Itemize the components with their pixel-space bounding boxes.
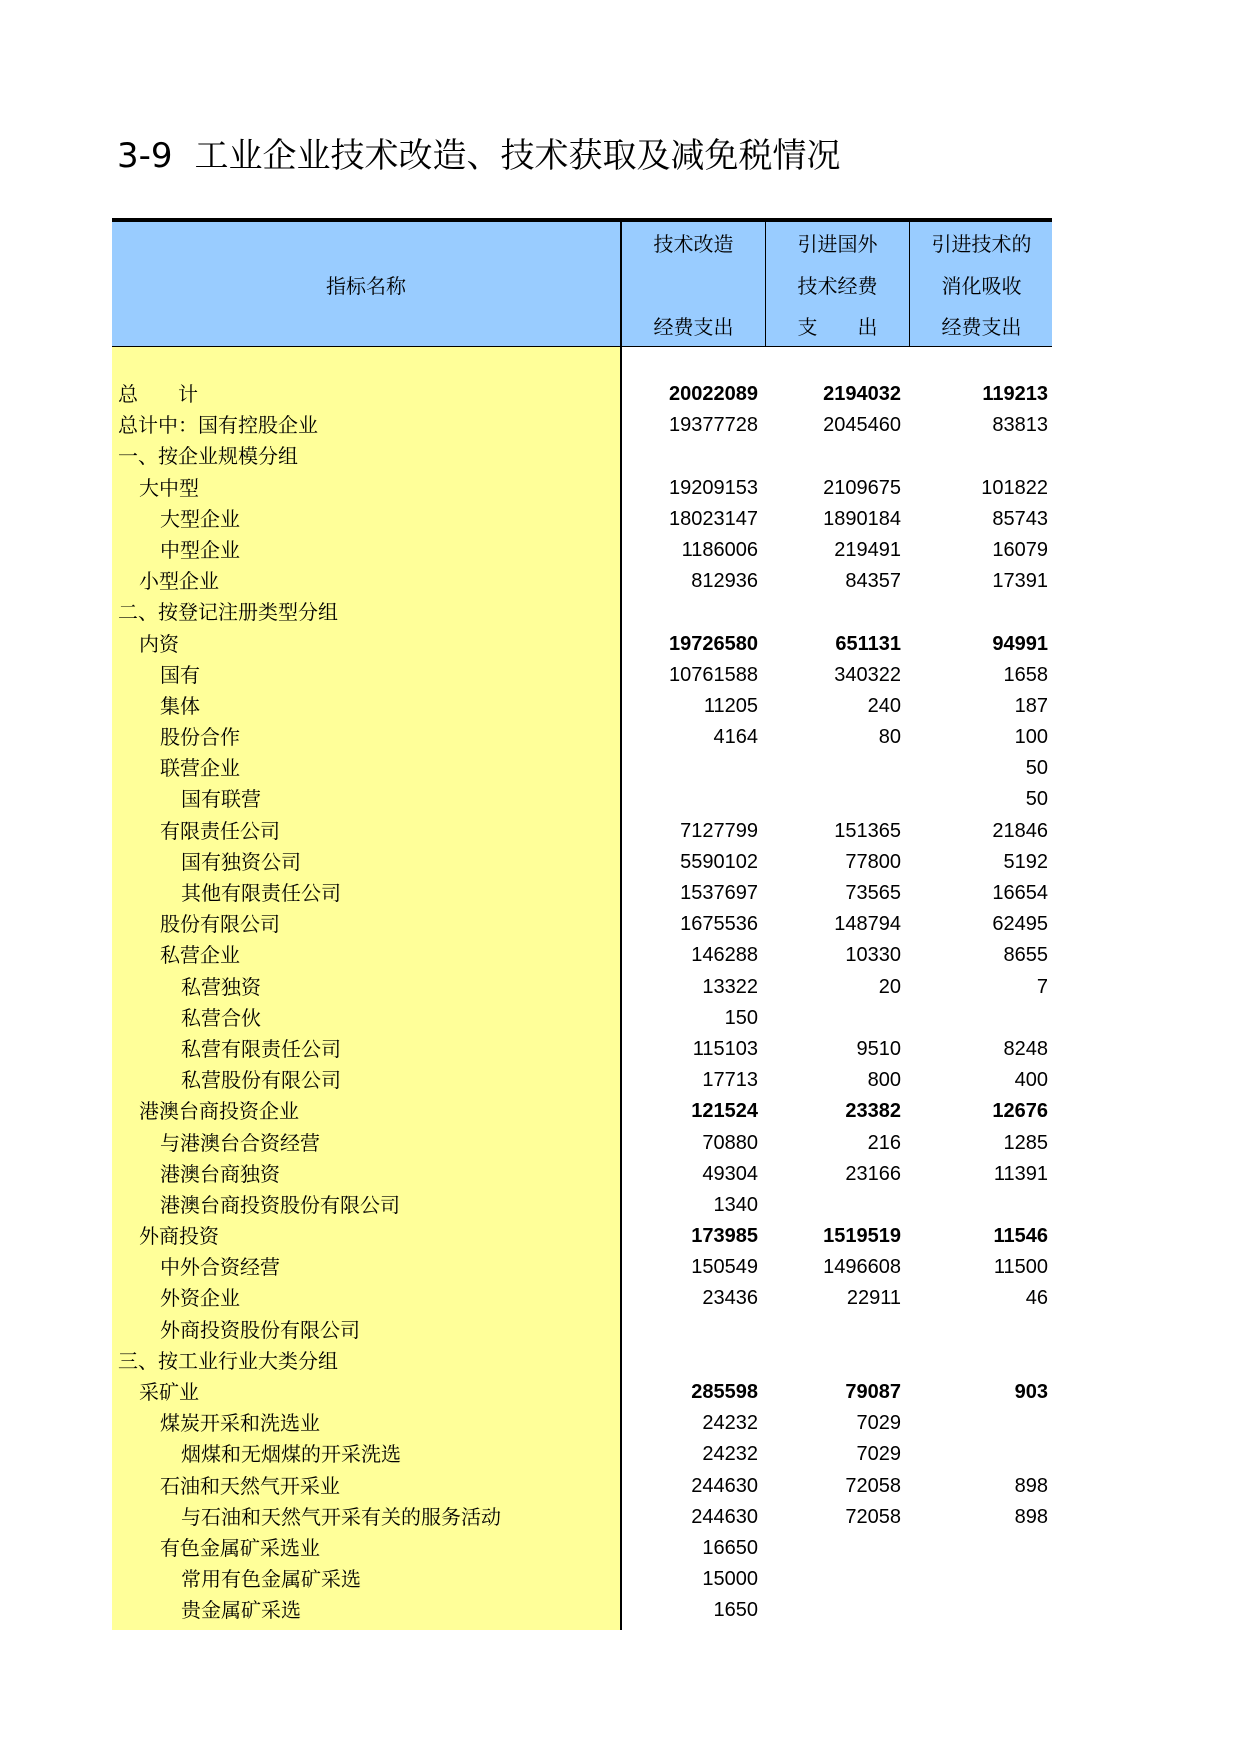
row-value-1: 812936 xyxy=(691,570,758,593)
table-row xyxy=(112,1221,1052,1252)
row-name: 常用有色金属矿采选 xyxy=(181,1567,361,1592)
row-value-1: 20022089 xyxy=(669,383,758,405)
row-name: 三、按工业行业大类分组 xyxy=(118,1348,338,1373)
table-row xyxy=(112,878,1052,909)
row-value-2: 1519519 xyxy=(823,1225,901,1248)
table-row xyxy=(112,1533,1052,1564)
table-row xyxy=(112,784,1052,815)
row-value-1: 5590102 xyxy=(680,850,758,873)
table-number: 3-9 xyxy=(117,136,173,176)
row-value-1: 24232 xyxy=(702,1443,758,1466)
row-value-2: 219491 xyxy=(834,538,901,561)
row-name: 大型企业 xyxy=(160,506,240,531)
row-value-3: 12676 xyxy=(992,1100,1048,1123)
row-value-2: 20 xyxy=(878,975,901,998)
row-value-2: 22911 xyxy=(846,1287,901,1310)
header-foreign-tech-import: 引进国外 技术经费 支 出 xyxy=(765,222,909,346)
row-value-3: 5192 xyxy=(1003,850,1048,873)
row-name: 其他有限责任公司 xyxy=(181,881,341,905)
row-value-2: 9510 xyxy=(856,1037,901,1060)
table-row xyxy=(112,597,1052,628)
row-value-1: 1675536 xyxy=(680,913,758,936)
table-row xyxy=(112,1096,1052,1127)
row-value-3: 1658 xyxy=(1003,663,1048,686)
table-row xyxy=(112,1190,1052,1221)
row-value-1: 1340 xyxy=(713,1193,758,1216)
header-indicator-name: 指标名称 xyxy=(326,274,406,298)
header-tech-absorption: 引进技术的 消化吸收 经费支出 xyxy=(909,222,1053,346)
row-value-1: 19726580 xyxy=(669,632,758,655)
table-row xyxy=(112,1252,1052,1283)
row-name: 外资企业 xyxy=(160,1286,240,1311)
row-name: 大中型 xyxy=(139,475,199,500)
header-tech-renovation: 技术改造 经费支出 xyxy=(620,222,765,346)
row-value-3: 187 xyxy=(1014,694,1048,717)
table-row xyxy=(112,1346,1052,1377)
row-name: 国有 xyxy=(160,662,200,687)
table-row xyxy=(112,629,1052,660)
row-value-1: 173985 xyxy=(691,1225,758,1248)
table-row xyxy=(112,691,1052,722)
row-value-2: 72058 xyxy=(845,1474,901,1497)
table-row xyxy=(112,1065,1052,1096)
row-name: 贵金属矿采选 xyxy=(181,1598,301,1623)
table-row xyxy=(112,1471,1052,1502)
table-row xyxy=(112,722,1052,753)
row-value-1: 1186006 xyxy=(681,538,758,561)
table-row xyxy=(112,535,1052,566)
row-value-1: 150549 xyxy=(691,1256,758,1279)
table-row xyxy=(112,1034,1052,1065)
row-value-1: 13322 xyxy=(702,975,758,998)
row-value-1: 11205 xyxy=(703,694,758,717)
table-row xyxy=(112,753,1052,784)
row-value-2: 2109675 xyxy=(823,476,901,499)
table-body xyxy=(112,347,1052,1630)
row-value-3: 898 xyxy=(1014,1505,1048,1528)
row-value-3: 21846 xyxy=(992,819,1048,842)
row-name: 私营独资 xyxy=(181,974,261,999)
row-value-1: 146288 xyxy=(691,944,758,967)
row-value-2: 148794 xyxy=(834,913,901,936)
row-value-2: 651131 xyxy=(835,632,901,655)
row-name: 中型企业 xyxy=(160,537,240,562)
row-value-3: 101822 xyxy=(981,476,1048,499)
row-name: 私营企业 xyxy=(160,943,240,968)
row-name: 股份有限公司 xyxy=(160,912,280,937)
row-value-1: 18023147 xyxy=(669,507,758,530)
row-name: 有限责任公司 xyxy=(160,818,280,843)
table-row xyxy=(112,1439,1052,1470)
row-value-2: 151365 xyxy=(834,819,901,842)
row-value-3: 17391 xyxy=(992,570,1048,593)
row-name: 煤炭开采和洗选业 xyxy=(160,1411,320,1436)
row-value-1: 17713 xyxy=(702,1069,758,1092)
table-row xyxy=(112,1564,1052,1595)
row-name: 二、按登记注册类型分组 xyxy=(118,600,338,625)
row-name: 总 计 xyxy=(118,382,198,406)
row-name: 石油和天然气开采业 xyxy=(160,1473,340,1498)
row-value-2: 1496608 xyxy=(823,1256,901,1279)
row-value-2: 23382 xyxy=(845,1100,901,1123)
table-row xyxy=(112,379,1052,410)
row-value-1: 1650 xyxy=(713,1599,758,1622)
row-name: 港澳台商独资 xyxy=(160,1161,280,1186)
row-name: 港澳台商投资企业 xyxy=(139,1099,299,1124)
table-row xyxy=(112,1003,1052,1034)
table-row xyxy=(112,1408,1052,1439)
row-value-3: 46 xyxy=(1025,1287,1048,1310)
row-value-1: 115103 xyxy=(692,1037,758,1060)
row-value-2: 79087 xyxy=(845,1381,901,1403)
page-title xyxy=(117,128,841,177)
row-name: 总计中：国有控股企业 xyxy=(118,413,318,438)
row-name: 内资 xyxy=(139,631,179,656)
row-value-3: 119213 xyxy=(982,383,1048,405)
row-value-3: 16654 xyxy=(992,882,1048,904)
row-name: 私营合伙 xyxy=(181,1005,261,1030)
row-value-1: 150 xyxy=(724,1006,758,1029)
row-name: 中外合资经营 xyxy=(160,1255,280,1280)
row-name: 烟煤和无烟煤的开采洗选 xyxy=(181,1442,401,1467)
row-value-2: 72058 xyxy=(845,1505,901,1528)
row-name: 采矿业 xyxy=(139,1380,199,1404)
row-value-3: 11546 xyxy=(993,1225,1048,1248)
row-value-3: 8248 xyxy=(1003,1037,1048,1060)
row-value-2: 1890184 xyxy=(823,507,901,530)
row-name: 小型企业 xyxy=(139,569,219,594)
row-value-3: 1285 xyxy=(1003,1131,1048,1154)
row-value-3: 11391 xyxy=(993,1162,1048,1185)
row-name: 与石油和天然气开采有关的服务活动 xyxy=(181,1504,501,1529)
row-value-2: 2194032 xyxy=(823,383,901,405)
row-value-3: 16079 xyxy=(992,538,1048,561)
row-value-2: 240 xyxy=(867,694,901,717)
row-value-3: 62495 xyxy=(992,913,1048,936)
row-value-2: 23166 xyxy=(845,1162,901,1185)
row-value-3: 11500 xyxy=(993,1256,1048,1279)
row-value-1: 16650 xyxy=(702,1536,758,1559)
row-name: 股份合作 xyxy=(160,725,240,750)
row-value-1: 244630 xyxy=(691,1474,758,1497)
row-name: 外商投资 xyxy=(139,1224,219,1249)
row-value-1: 70880 xyxy=(702,1131,758,1154)
table-row xyxy=(112,1128,1052,1159)
row-value-1: 121524 xyxy=(691,1100,758,1123)
table-row xyxy=(112,441,1052,472)
table-row xyxy=(112,816,1052,847)
row-name: 外商投资股份有限公司 xyxy=(160,1317,360,1342)
row-value-1: 244630 xyxy=(691,1505,758,1528)
table-row xyxy=(112,1159,1052,1190)
table-row xyxy=(112,410,1052,441)
row-value-1: 24232 xyxy=(702,1412,758,1435)
table-row xyxy=(112,940,1052,971)
row-name: 国有联营 xyxy=(181,787,261,812)
row-value-3: 898 xyxy=(1014,1474,1048,1497)
row-value-3: 50 xyxy=(1025,757,1048,780)
table-row xyxy=(112,1377,1052,1408)
table-title: 工业企业技术改造、技术获取及减免税情况 xyxy=(194,136,841,176)
row-value-2: 340322 xyxy=(834,663,901,686)
row-name: 国有独资公司 xyxy=(181,849,301,874)
row-value-2: 77800 xyxy=(845,850,901,873)
row-value-2: 800 xyxy=(867,1069,901,1092)
row-value-1: 285598 xyxy=(691,1381,758,1403)
row-name: 有色金属矿采选业 xyxy=(160,1535,320,1560)
row-value-1: 23436 xyxy=(702,1287,758,1310)
row-value-2: 73565 xyxy=(845,882,901,904)
row-value-1: 10761588 xyxy=(669,663,758,686)
table-rows xyxy=(112,379,1052,1627)
row-value-2: 80 xyxy=(878,726,901,749)
table-row xyxy=(112,1315,1052,1346)
data-table xyxy=(112,218,1052,1630)
row-value-3: 83813 xyxy=(992,414,1048,437)
row-value-3: 400 xyxy=(1014,1069,1048,1092)
table-row xyxy=(112,909,1052,940)
row-value-3: 7 xyxy=(1036,975,1048,998)
table-row xyxy=(112,473,1052,504)
table-row xyxy=(112,504,1052,535)
row-value-1: 4164 xyxy=(713,726,758,749)
row-value-1: 19377728 xyxy=(669,414,758,437)
row-value-3: 100 xyxy=(1014,726,1048,749)
row-value-3: 85743 xyxy=(992,507,1048,530)
row-name: 联营企业 xyxy=(160,756,240,781)
row-value-2: 7029 xyxy=(856,1443,901,1466)
table-row xyxy=(112,972,1052,1003)
row-value-2: 216 xyxy=(867,1131,901,1154)
row-value-1: 19209153 xyxy=(669,476,758,499)
table-row xyxy=(112,566,1052,597)
table-header xyxy=(112,222,1052,347)
row-value-2: 2045460 xyxy=(823,414,901,437)
row-value-3: 903 xyxy=(1014,1381,1048,1403)
row-value-2: 7029 xyxy=(856,1412,901,1435)
row-name: 港澳台商投资股份有限公司 xyxy=(160,1192,400,1217)
row-name: 一、按企业规模分组 xyxy=(118,444,298,469)
row-value-3: 8655 xyxy=(1003,944,1048,967)
table-row xyxy=(112,1595,1052,1626)
table-row xyxy=(112,660,1052,691)
table-row xyxy=(112,847,1052,878)
row-name: 与港澳台合资经营 xyxy=(160,1130,320,1155)
row-value-1: 1537697 xyxy=(680,882,758,904)
row-name: 私营股份有限公司 xyxy=(181,1068,341,1093)
row-value-1: 15000 xyxy=(702,1568,758,1591)
table-row xyxy=(112,1283,1052,1314)
row-name: 集体 xyxy=(160,693,200,718)
row-value-1: 49304 xyxy=(702,1162,758,1185)
row-value-2: 84357 xyxy=(845,570,901,593)
row-value-3: 50 xyxy=(1025,788,1048,811)
row-value-2: 10330 xyxy=(845,944,901,967)
row-value-3: 94991 xyxy=(992,632,1048,655)
row-value-1: 7127799 xyxy=(680,819,758,842)
row-name: 私营有限责任公司 xyxy=(181,1036,341,1061)
table-row xyxy=(112,1502,1052,1533)
